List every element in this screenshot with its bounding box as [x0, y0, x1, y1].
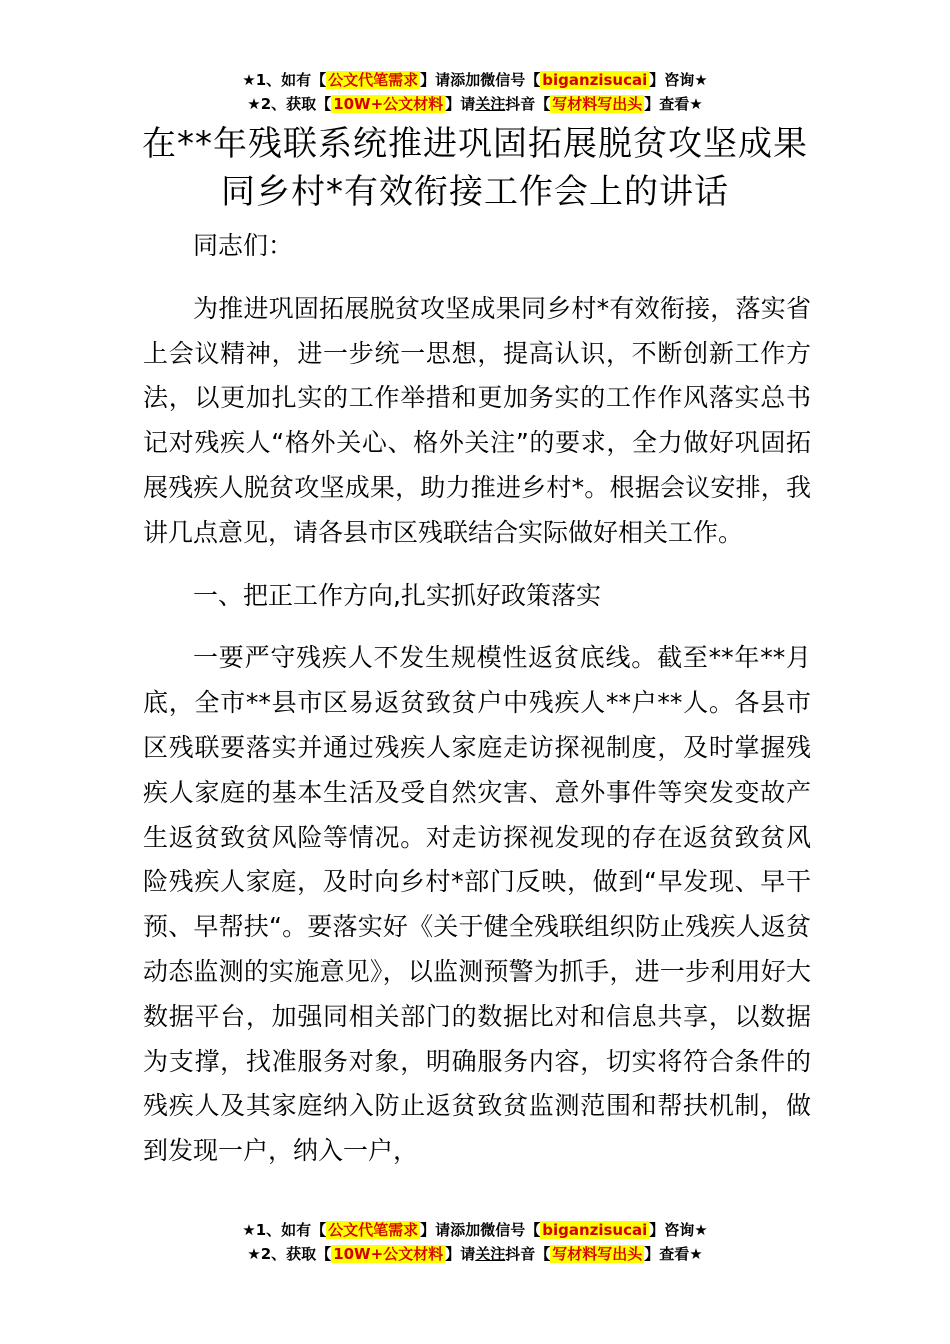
paragraph-intro: 为推进巩固拓展脱贫攻坚成果同乡村*有效衔接，落实省上会议精神，进一步统一思想，提高认识，不断创新工作方法，以更加扎实的工作举措和更加务实的工作作风落实总书记对残疾人“格外关心、格外关注”的要求，全力做好巩固拓展残疾人脱贫攻坚成果，助力推进乡村*。根据会议安排，我讲几点意见，请各县市区残联结合实际做好相关工作。	[143, 293, 811, 547]
promo-banner-bottom	[0, 1218, 950, 1266]
salutation: 同志们：	[193, 231, 294, 260]
promo-highlight-materials: 10W+公文材料	[333, 1245, 444, 1263]
document-body	[143, 224, 811, 1174]
promo-highlight-materials: 10W+公文材料	[333, 95, 444, 113]
paragraph-section-1: 一要严守残疾人不发生规模性返贫底线。截至**年**月底，全市**县市区易返贫致贫户中残疾人**户**人。各县市区残联要落实并通过残疾人家庭走访探视制度，及时掌握残疾人家庭的基本生活及受自然灾害、意外事件等突发变故产生返贫致贫风险等情况。对走访探视发现的存在返贫致贫风险残疾人家庭，及时向乡村*部门反映，做到“早发现、早干预、早帮扶“。要落实好《关于健全残联组织防止残疾人返贫动态监测的实施意见》，以监测预警为抓手，进一步利用好大数据平台，加强同相关部门的数据比对和信息共享，以数据为支撑，找准服务对象，明确服务内容，切实将符合条件的残疾人及其家庭纳入防止返贫致贫监测范围和帮扶机制，做到发现一户，纳入一户，	[143, 643, 811, 1166]
promo-banner-top	[0, 68, 950, 116]
promo-line-1: ★1、如有【 公文代笔需求 】请添加微信号【 biganzisucai 】咨询★	[242, 71, 708, 89]
promo-line-1: ★1、如有【 公文代笔需求 】请添加微信号【 biganzisucai 】咨询★	[242, 1221, 708, 1239]
promo-highlight-service: 公文代笔需求	[328, 71, 419, 89]
promo-highlight-wechat: biganzisucai	[542, 1221, 648, 1239]
promo-highlight-douyin: 写材料写出头	[552, 95, 643, 113]
promo-highlight-wechat: biganzisucai	[542, 71, 648, 89]
document-title	[0, 120, 950, 216]
title-line-1: 在**年残联系统推进巩固拓展脱贫攻坚成果	[142, 124, 808, 164]
promo-line-2: ★2、获取【 10W+公文材料 】请关注抖音【 写材料写出头 】查看★	[247, 1245, 703, 1263]
promo-line-2: ★2、获取【 10W+公文材料 】请关注抖音【 写材料写出头 】查看★	[247, 95, 703, 113]
promo-highlight-service: 公文代笔需求	[328, 1221, 419, 1239]
title-line-2: 同乡村*有效衔接工作会上的讲话	[221, 172, 729, 212]
promo-highlight-douyin: 写材料写出头	[552, 1245, 643, 1263]
section-heading-1: 一、把正工作方向,扎实抓好政策落实	[193, 580, 601, 610]
